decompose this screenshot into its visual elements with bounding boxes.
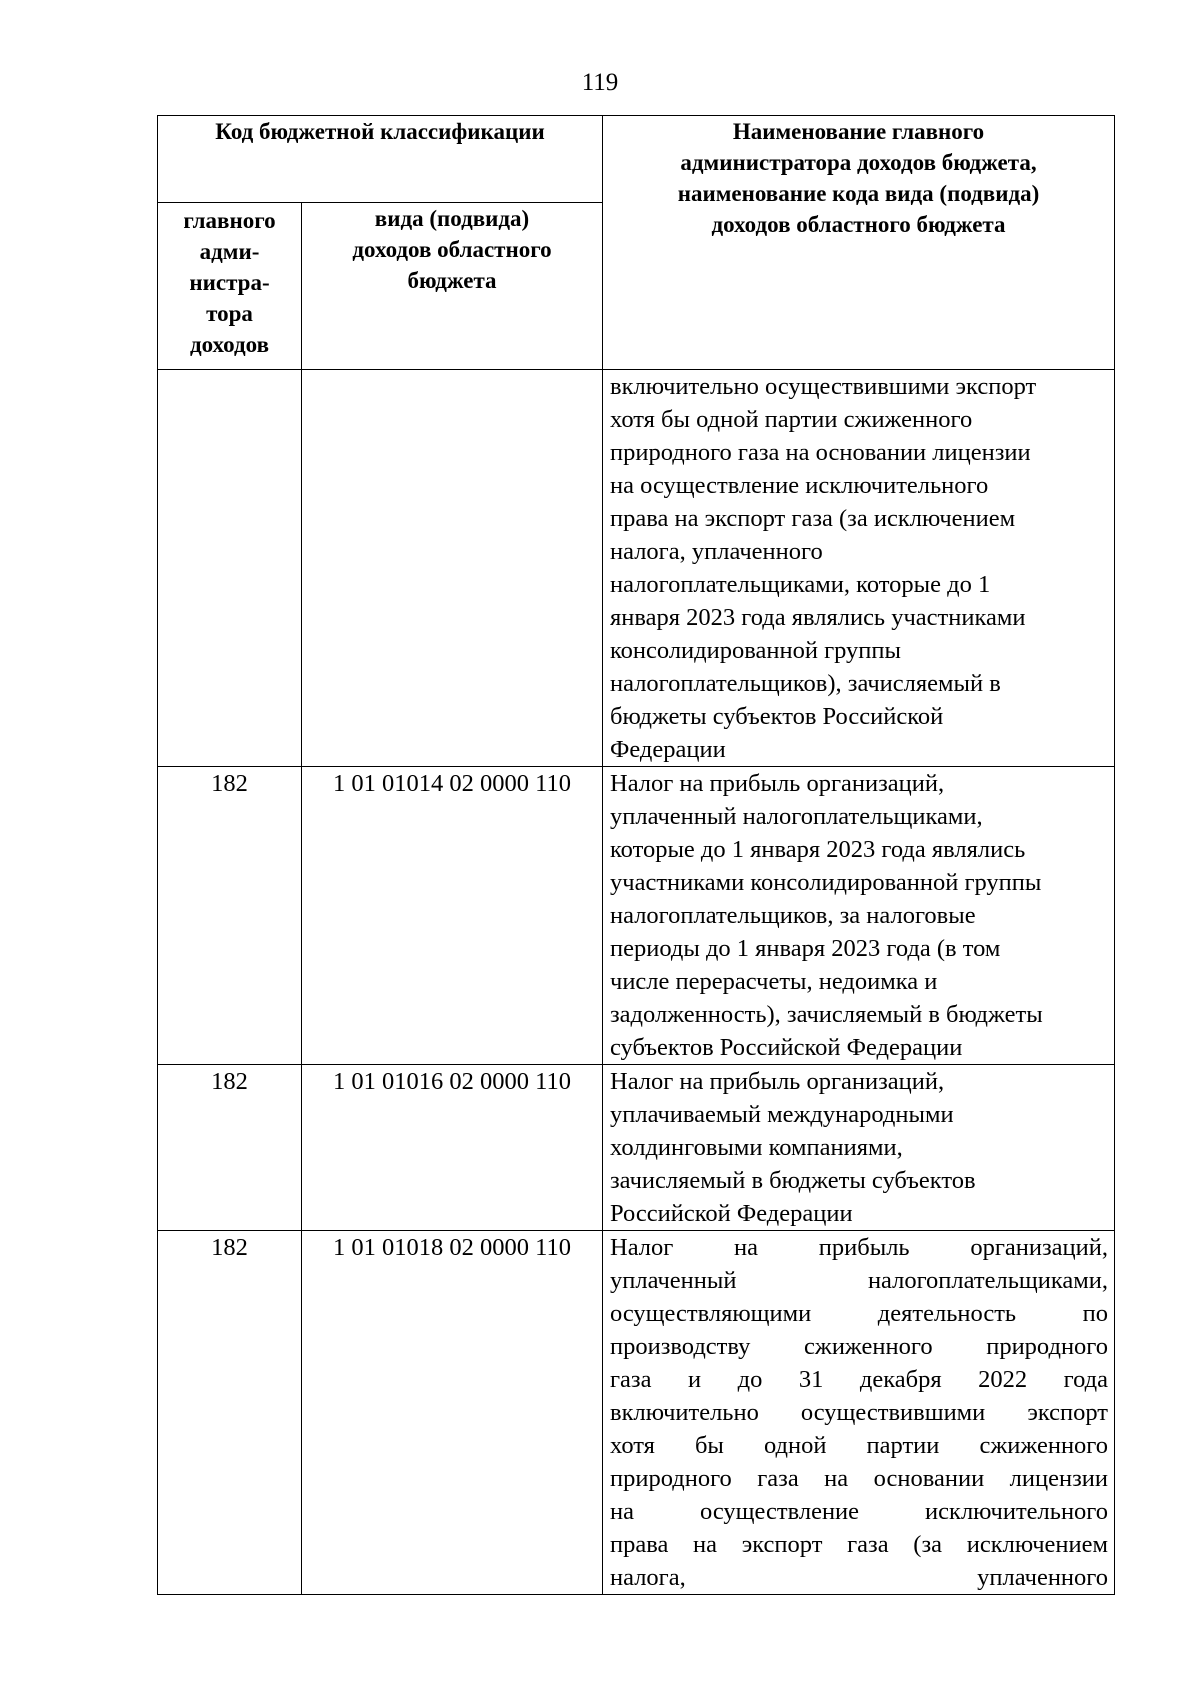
header-name-line: наименование кода вида (подвида) <box>677 181 1040 206</box>
description-line: хотя бы одной партии сжиженного <box>610 406 973 433</box>
header-kind-line: доходов областного <box>352 237 552 262</box>
description-line: осуществляющими деятельность по <box>610 1300 1108 1327</box>
description-line: периоды до 1 января 2023 года (в том <box>610 935 1001 962</box>
income-code-cell: 1 01 01014 02 0000 110 <box>302 767 603 1065</box>
description-line: природного газа на основании лицензии <box>610 439 1031 466</box>
header-admin-line: адми- <box>199 239 260 264</box>
description-line: налогоплательщиков, за налоговые <box>610 902 976 929</box>
description-line: консолидированной группы <box>610 637 901 664</box>
description-line: производству сжиженного природного <box>610 1333 1108 1360</box>
table-header <box>158 116 1115 370</box>
description-line: бюджеты субъектов Российской <box>610 703 944 730</box>
description-line: января 2023 года являлись участниками <box>610 604 1026 631</box>
header-kind-column <box>302 203 603 370</box>
description-line: числе перерасчеты, недоимка и <box>610 968 938 995</box>
header-code-group: Код бюджетной классификации <box>158 116 603 203</box>
page-number: 119 <box>581 69 619 96</box>
description-line: Налог на прибыль организаций, <box>610 1068 945 1095</box>
description-line: Федерации <box>610 736 726 763</box>
table-body <box>158 370 1115 1595</box>
description-line: субъектов Российской Федерации <box>610 1034 963 1061</box>
admin-code-cell: 182 <box>158 1065 302 1231</box>
header-name-column <box>603 116 1115 370</box>
description-line: Российской Федерации <box>610 1200 853 1227</box>
header-admin-line: тора <box>206 301 253 326</box>
description-line: холдинговыми компаниями, <box>610 1134 903 1161</box>
description-line: права на экспорт газа (за исключением <box>610 1531 1108 1558</box>
income-code-cell: 1 01 01016 02 0000 110 <box>302 1065 603 1231</box>
description-line: задолженность), зачисляемый в бюджеты <box>610 1001 1043 1028</box>
header-name-line: доходов областного бюджета <box>711 212 1006 237</box>
description-line: уплачиваемый международными <box>610 1101 954 1128</box>
admin-code-cell <box>158 370 302 767</box>
header-admin-line: доходов <box>189 332 269 357</box>
description-line: которые до 1 января 2023 года являлись <box>610 836 1026 863</box>
description-line: природного газа на основании лицензии <box>610 1465 1108 1492</box>
income-name-cell <box>603 767 1115 1065</box>
description-line: включительно осуществившими экспорт <box>610 373 1037 400</box>
admin-code-cell: 182 <box>158 767 302 1065</box>
description-line: на осуществление исключительного <box>610 1498 1108 1525</box>
description-line: хотя бы одной партии сжиженного <box>610 1432 1108 1459</box>
header-admin-line: главного <box>183 208 276 233</box>
header-name-line: Наименование главного <box>732 119 985 144</box>
description-line: налога, уплаченного <box>610 1564 1108 1591</box>
description-line: на осуществление исключительного <box>610 472 989 499</box>
income-name-cell <box>603 1065 1115 1231</box>
header-kind-line: бюджета <box>407 268 497 293</box>
description-line: уплаченный налогоплательщиками, <box>610 1267 1108 1294</box>
header-admin-column <box>158 203 302 370</box>
description-line: включительно осуществившими экспорт <box>610 1399 1108 1426</box>
admin-code-cell: 182 <box>158 1231 302 1595</box>
description-line: права на экспорт газа (за исключением <box>610 505 1016 532</box>
description-line: налогоплательщиками, которые до 1 <box>610 571 991 598</box>
table-row <box>158 1065 1115 1231</box>
description-line: Налог на прибыль организаций, <box>610 770 945 797</box>
description-line: уплаченный налогоплательщиками, <box>610 803 983 830</box>
description-line: налога, уплаченного <box>610 538 823 565</box>
header-kind-line: вида (подвида) <box>374 206 530 231</box>
income-name-cell <box>603 370 1115 767</box>
table-row <box>158 767 1115 1065</box>
budget-classification-table <box>157 115 1115 1595</box>
income-name-cell <box>603 1231 1115 1595</box>
header-admin-line: нистра- <box>189 270 270 295</box>
table-row <box>158 370 1115 767</box>
description-line: участниками консолидированной группы <box>610 869 1042 896</box>
description-line: зачисляемый в бюджеты субъектов <box>610 1167 976 1194</box>
table-row <box>158 1231 1115 1595</box>
header-name-line: администратора доходов бюджета, <box>680 150 1037 175</box>
description-line: налогоплательщиков), зачисляемый в <box>610 670 1001 697</box>
description-line: газа и до 31 декабря 2022 года <box>610 1366 1108 1393</box>
income-code-cell <box>302 370 603 767</box>
description-line: Налог на прибыль организаций, <box>610 1234 1108 1261</box>
income-code-cell: 1 01 01018 02 0000 110 <box>302 1231 603 1595</box>
